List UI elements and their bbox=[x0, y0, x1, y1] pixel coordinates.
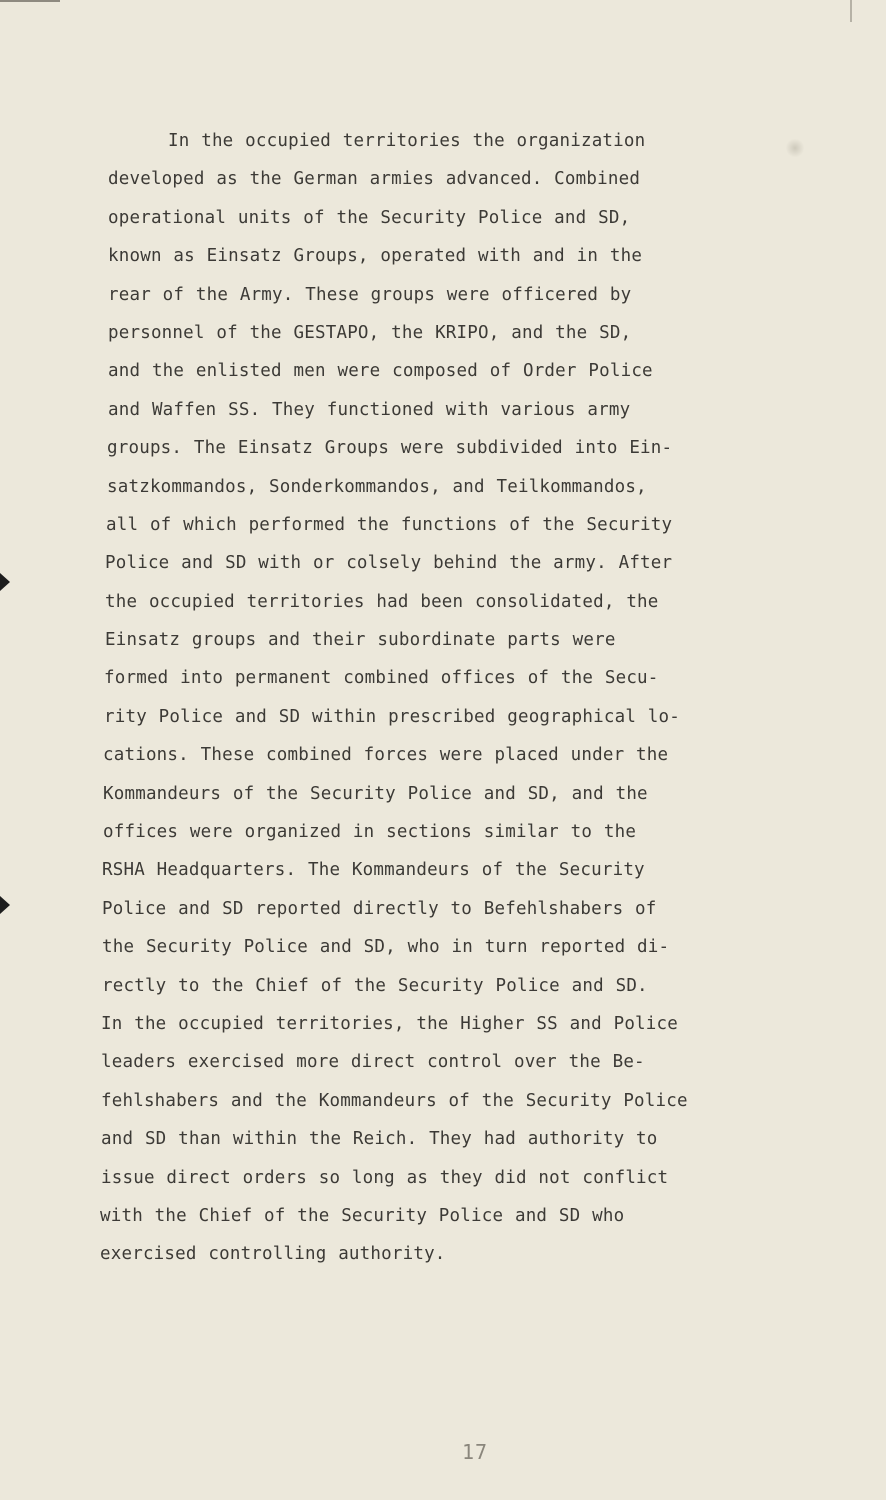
text-line: and Waffen SS. They functioned with various army bbox=[108, 399, 631, 420]
page-number: 17 bbox=[462, 1440, 489, 1464]
text-line: RSHA Headquarters. The Kommandeurs of the Security bbox=[102, 860, 645, 881]
text-line: the occupied territories had been consolidated, the bbox=[105, 591, 659, 612]
text-line: In the occupied territories, the Higher SS and Police bbox=[101, 1013, 679, 1034]
text-line: Einsatz groups and their subordinate parts were bbox=[105, 630, 616, 651]
text-line: In the occupied territories the organization bbox=[168, 131, 646, 151]
text-line: fehlshabers and the Kommandeurs of the Security Police bbox=[101, 1090, 688, 1111]
body-paragraph bbox=[0, 122, 886, 1274]
text-line: operational units of the Security Police and SD, bbox=[108, 207, 631, 228]
text-line: issue direct orders so long as they did not conflict bbox=[101, 1167, 669, 1188]
text-line: satzkommandos, Sonderkommandos, and Teilkommandos, bbox=[107, 476, 647, 497]
text-line: leaders exercised more direct control over the Be- bbox=[101, 1052, 645, 1073]
top-edge-rule bbox=[0, 0, 60, 2]
text-line: personnel of the GESTAPO, the KRIPO, and the SD, bbox=[108, 322, 632, 343]
text-line: Police and SD reported directly to Befehlshabers of bbox=[102, 898, 657, 919]
text-line: and SD than within the Reich. They had authority to bbox=[101, 1129, 658, 1150]
text-line: offices were organized in sections similar to the bbox=[103, 822, 637, 843]
corner-mark bbox=[850, 0, 852, 22]
text-line: known as Einsatz Groups, operated with and in the bbox=[108, 246, 643, 267]
text-line: formed into permanent combined offices of the Secu- bbox=[104, 668, 659, 689]
text-line: exercised controlling authority. bbox=[100, 1244, 446, 1265]
text-line: and the enlisted men were composed of Order Police bbox=[108, 361, 653, 382]
text-line: rectly to the Chief of the Security Police and SD. bbox=[102, 975, 648, 996]
text-line: with the Chief of the Security Police and SD who bbox=[100, 1205, 625, 1226]
text-line: rity Police and SD within prescribed geographical lo- bbox=[104, 706, 681, 727]
text-line: Kommandeurs of the Security Police and SD, and the bbox=[103, 783, 648, 804]
text-line: rear of the Army. These groups were officered by bbox=[108, 284, 632, 305]
text-line: developed as the German armies advanced. Combined bbox=[108, 169, 641, 190]
text-line: cations. These combined forces were placed under the bbox=[103, 745, 669, 766]
text-line: groups. The Einsatz Groups were subdivided into Ein- bbox=[107, 438, 673, 459]
text-line: all of which performed the functions of the Security bbox=[106, 514, 673, 535]
text-line: Police and SD with or colsely behind the army. After bbox=[105, 553, 673, 574]
text-line: the Security Police and SD, who in turn reported di- bbox=[102, 937, 670, 958]
